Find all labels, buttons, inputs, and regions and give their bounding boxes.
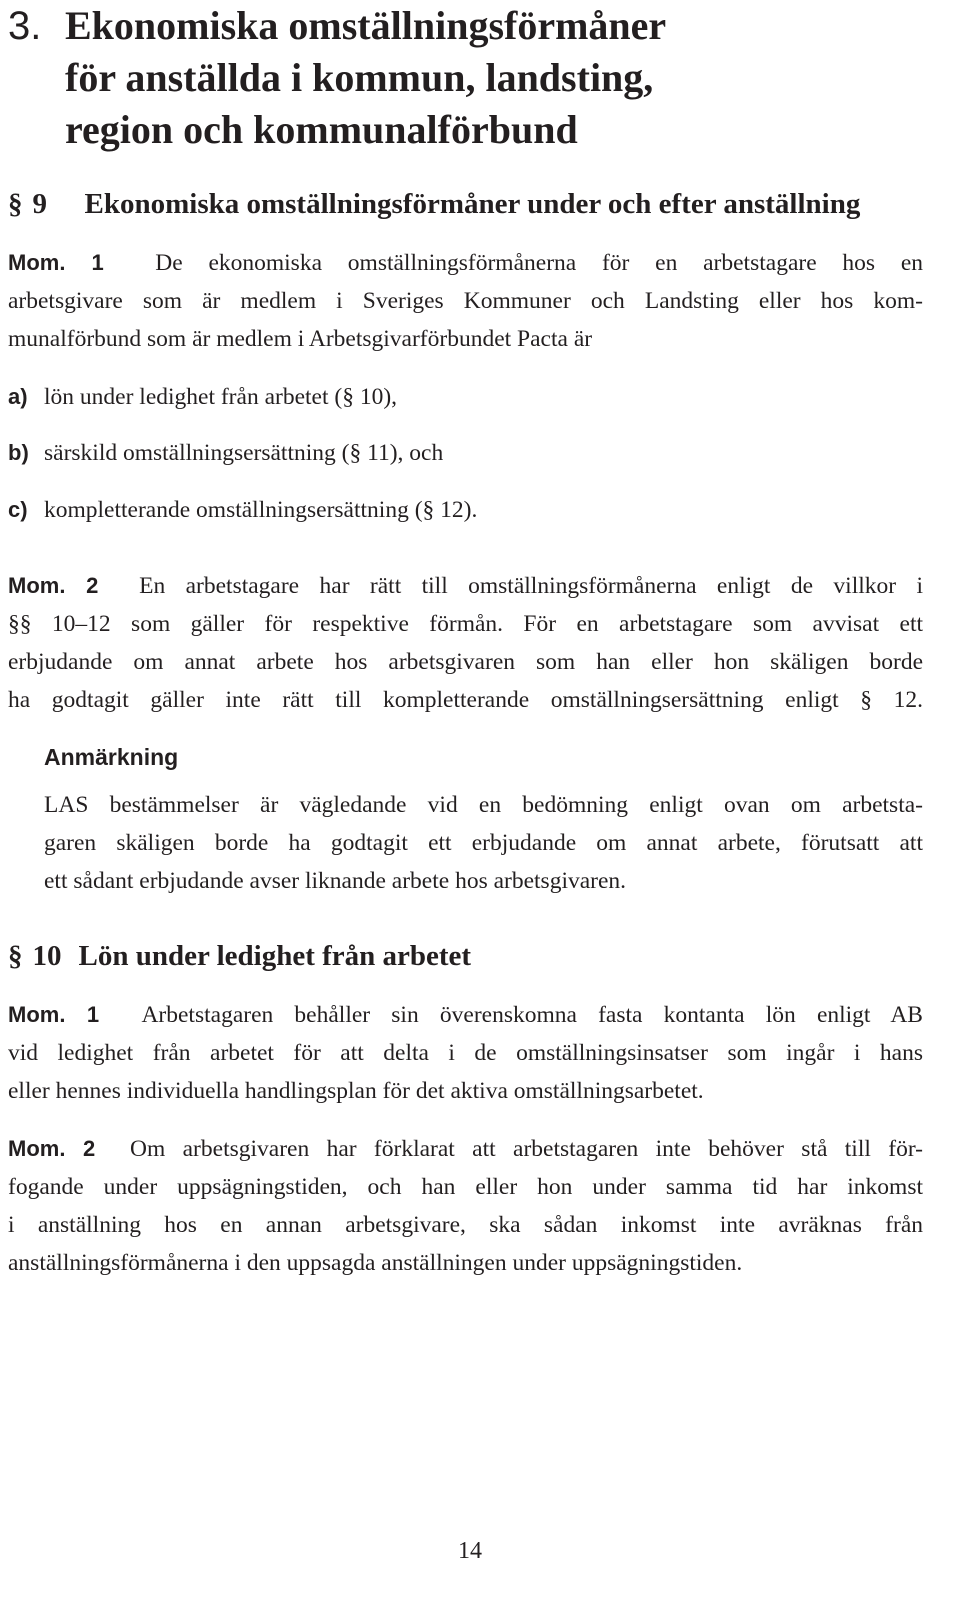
list-item-label: a) — [8, 384, 28, 409]
chapter-title — [65, 0, 925, 156]
paragraph-line: fogande under uppsägningstiden, och han eller hon under samma tid har inkomst — [8, 1174, 923, 1200]
paragraph-text: Om arbetsgivaren har förklarat att arbetstagaren inte behöver stå till för- — [130, 1136, 923, 1162]
list-item-text: kompletterande omställningsersättning (§ 12). — [44, 497, 478, 523]
mom-label: Mom. 1 — [8, 1002, 100, 1027]
section-number: 9 — [32, 188, 47, 220]
list-item — [8, 378, 397, 416]
section-10-heading — [8, 938, 471, 974]
section-10-mom-1 — [8, 996, 923, 1110]
page-number: 14 — [458, 1538, 482, 1564]
paragraph-line: §§ 10–12 som gäller för respektive förmån. För en arbetstagare som avvisat ett — [8, 611, 923, 637]
paragraph-text: De ekonomiska omställningsförmånerna för en arbetstagare hos en — [155, 250, 924, 276]
chapter-title-line: Ekonomiska omställningsförmåner — [65, 3, 667, 48]
paragraph-line: erbjudande om annat arbete hos arbetsgivaren som han eller hon skäligen borde — [8, 649, 923, 675]
paragraph-line: ha godtagit gäller inte rätt till kompletterande omställningsersättning enligt § 12. — [8, 687, 923, 713]
note-heading: Anmärkning — [44, 744, 179, 770]
chapter-title-line: för anställda i kommun, landsting, — [65, 55, 654, 100]
paragraph-line: garen skäligen borde ha godtagit ett erbjudande om annat arbete, förutsatt att — [44, 830, 923, 856]
section-9-mom-2 — [8, 567, 923, 719]
paragraph-line: vid ledighet från arbetet för att delta i de omställningsinsatser som ingår i hans — [8, 1040, 923, 1066]
section-sign: § — [8, 188, 23, 220]
paragraph-line: eller hennes individuella handlingsplan för det aktiva omställningsarbetet. — [8, 1078, 704, 1104]
chapter-title-line: region och kommunalförbund — [65, 107, 578, 152]
list-item-text: lön under ledighet från arbetet (§ 10), — [44, 384, 398, 410]
paragraph-line — [8, 1130, 923, 1168]
paragraph-line: LAS bestämmelser är vägledande vid en bedömning enligt ovan om arbetsta- — [44, 792, 923, 818]
paragraph-line: anställningsförmånerna i den uppsagda anställningen under uppsägningstiden. — [8, 1250, 743, 1276]
section-title: Ekonomiska omställningsförmåner under och efter anställning — [84, 188, 861, 220]
paragraph-line: munalförbund som är medlem i Arbetsgivarförbundet Pacta är — [8, 326, 593, 352]
mom-label: Mom. 2 — [8, 573, 99, 598]
paragraph-line — [8, 244, 923, 282]
paragraph-line — [8, 567, 923, 605]
note-text — [44, 786, 923, 900]
paragraph-line — [8, 996, 923, 1034]
paragraph-line: ett sådant erbjudande avser liknande arbete hos arbetsgivaren. — [44, 868, 627, 894]
list-item — [8, 434, 443, 472]
paragraph-line: i anställning hos en annan arbetsgivare, ska sådan inkomst inte avräknas från — [8, 1212, 923, 1238]
section-10-mom-2 — [8, 1130, 923, 1282]
section-9-heading — [8, 186, 860, 222]
section-title: Lön under ledighet från arbetet — [78, 940, 472, 972]
section-sign: § — [8, 940, 23, 972]
list-item-label: c) — [8, 497, 28, 522]
list-item-label: b) — [8, 440, 29, 465]
paragraph-text: Arbetstagaren behåller sin överenskomna fasta kontanta lön enligt AB — [141, 1002, 923, 1028]
section-9-mom-1 — [8, 244, 923, 358]
list-item-text: särskild omställningsersättning (§ 11), och — [44, 440, 444, 466]
paragraph-text: En arbetstagare har rätt till omställningsförmånerna enligt de villkor i — [139, 573, 923, 599]
section-number: 10 — [32, 940, 62, 972]
list-item — [8, 491, 477, 529]
chapter-number: 3. — [8, 4, 42, 48]
mom-label: Mom. 2 — [8, 1136, 96, 1161]
mom-label: Mom. 1 — [8, 250, 104, 275]
paragraph-line: arbetsgivare som är medlem i Sveriges Kommuner och Landsting eller hos kom- — [8, 288, 923, 314]
